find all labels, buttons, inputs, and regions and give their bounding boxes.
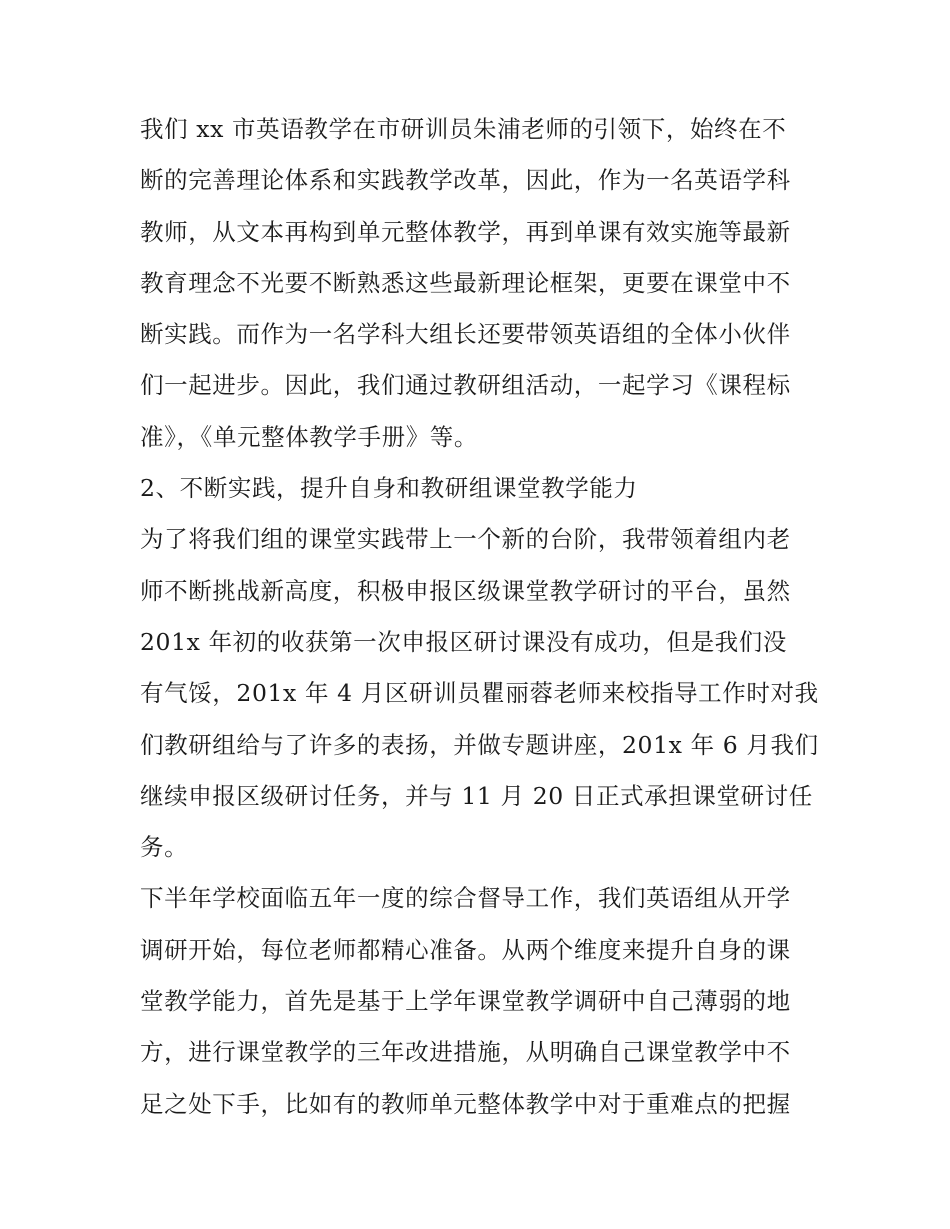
text-line: 们一起进步。因此，我们通过教研组活动，一起学习《课程标	[140, 371, 791, 400]
text-line: 师不断挑战新高度，积极申报区级课堂教学研讨的平台，虽然	[140, 576, 791, 605]
text-line: 继续申报区级研讨任务，并与 11 月 20 日正式承担课堂研讨任	[140, 781, 813, 810]
text-line: 教师，从文本再构到单元整体教学，再到单课有效实施等最新	[140, 217, 791, 246]
text-line: 调研开始，每位老师都精心准备。从两个维度来提升自身的课	[140, 935, 791, 964]
text-line: 为了将我们组的课堂实践带上一个新的台阶，我带领着组内老	[140, 525, 791, 554]
text-line: 方，进行课堂教学的三年改进措施，从明确自己课堂教学中不	[140, 1038, 791, 1067]
body-text	[140, 104, 820, 1130]
text-line: 201x 年初的收获第一次申报区研讨课没有成功，但是我们没	[140, 627, 787, 656]
text-line: 有气馁，201x 年 4 月区研训员瞿丽蓉老师来校指导工作时对我	[140, 679, 819, 708]
text-line: 堂教学能力，首先是基于上学年课堂教学调研中自己薄弱的地	[140, 987, 791, 1016]
text-line: 教育理念不光要不断熟悉这些最新理论框架，更要在课堂中不	[140, 268, 791, 297]
text-line: 足之处下手，比如有的教师单元整体教学中对于重难点的把握	[140, 1089, 791, 1118]
text-line: 我们 xx 市英语教学在市研训员朱浦老师的引领下，始终在不	[140, 115, 787, 143]
text-line: 断的完善理论体系和实践教学改革，因此，作为一名英语学科	[140, 166, 791, 195]
text-line: 下半年学校面临五年一度的综合督导工作，我们英语组从开学	[140, 884, 791, 913]
text-line: 们教研组给与了许多的表扬，并做专题讲座，201x 年 6 月我们	[140, 730, 819, 759]
text-line: 断实践。而作为一名学科大组长还要带领英语组的全体小伙伴	[140, 320, 791, 349]
section-heading: 2、不断实践，提升自身和教研组课堂教学能力	[140, 474, 638, 503]
text-line: 务。	[140, 833, 189, 862]
text-line: 准》，《单元整体教学手册》等。	[140, 422, 478, 451]
